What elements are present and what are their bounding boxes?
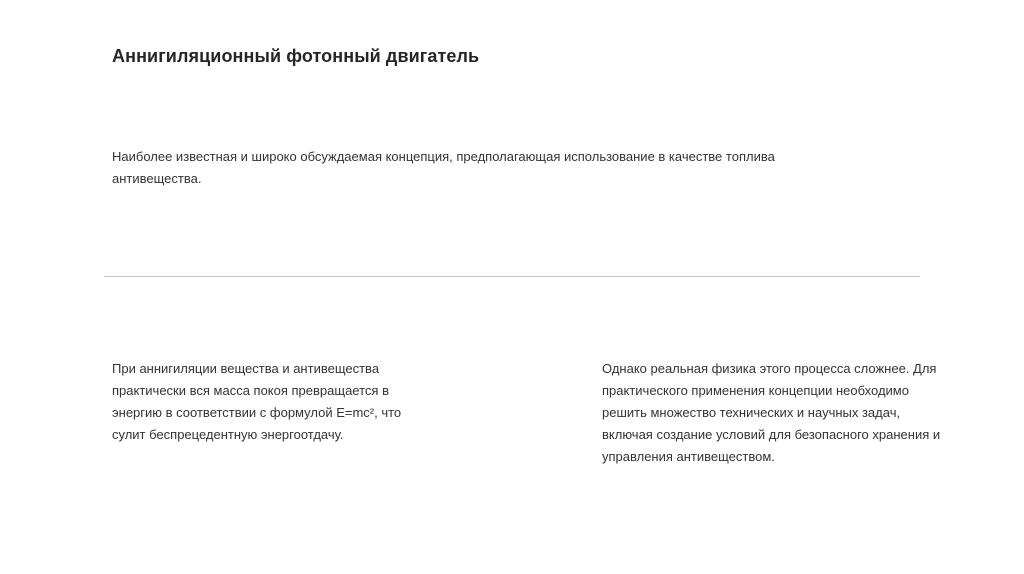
intro-paragraph: Наиболее известная и широко обсуждаемая концепция, предполагающая использование в качестве топлива антивещества. [112, 149, 775, 186]
slide-title: Аннигиляционный фотонный двигатель [112, 46, 480, 66]
left-column-text: При аннигиляции вещества и антивещества практически вся масса покоя превращается в энергию в соответствии с формулой E=mc², что сулит беспрецедентную энергоотдачу. [112, 361, 402, 442]
horizontal-divider [104, 276, 920, 277]
right-column-text: Однако реальная физика этого процесса сложнее. Для практического применения концепции необходимо решить множество технических и научных задач, включая создание условий для безопасного хранения и управления антивеществом. [602, 361, 941, 464]
